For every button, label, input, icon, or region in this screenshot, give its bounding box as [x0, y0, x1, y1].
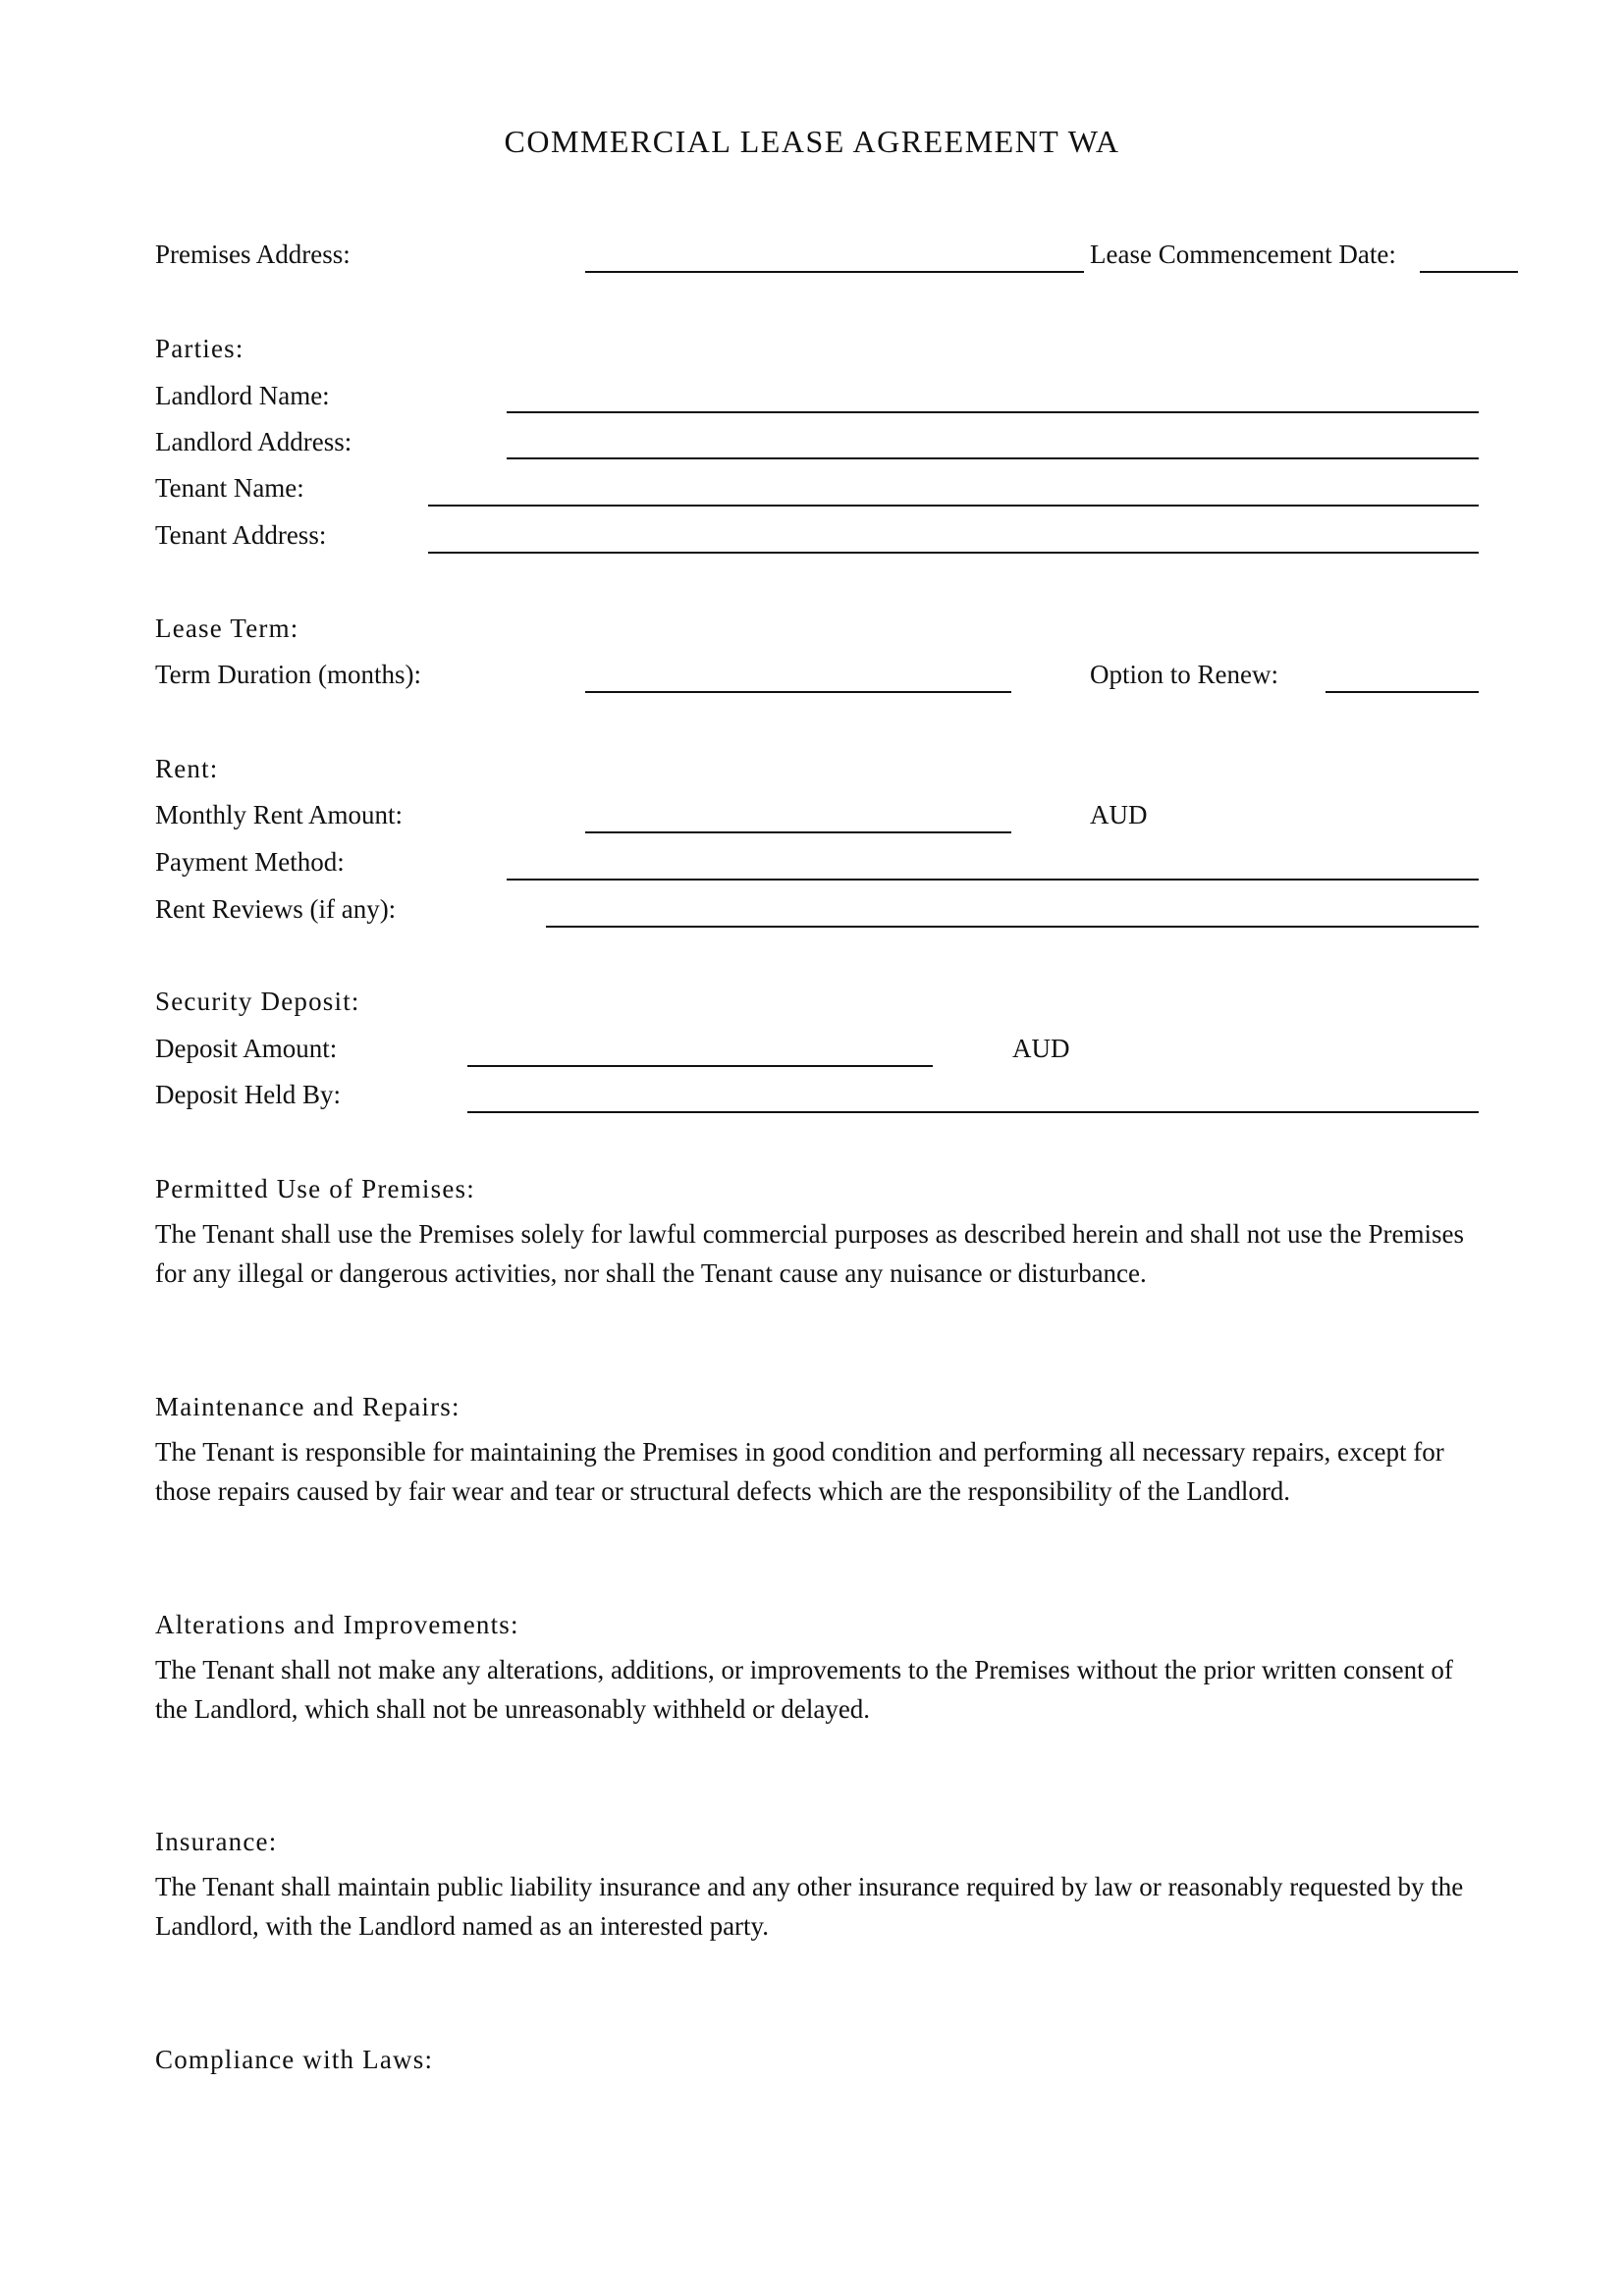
- commencement-date-label: Lease Commencement Date:: [1090, 240, 1396, 269]
- rent-reviews-label: Rent Reviews (if any):: [155, 894, 397, 924]
- security-deposit-heading: Security Deposit:: [155, 987, 360, 1016]
- monthly-rent-label: Monthly Rent Amount:: [155, 800, 404, 829]
- maintenance-heading: Maintenance and Repairs:: [155, 1392, 460, 1421]
- tenant-name-field[interactable]: [428, 505, 1479, 507]
- compliance-heading: Compliance with Laws:: [155, 2045, 434, 2074]
- deposit-currency-label: AUD: [1012, 1034, 1070, 1063]
- premises-address-label: Premises Address:: [155, 240, 351, 269]
- premises-address-field[interactable]: [585, 271, 1084, 273]
- term-duration-label: Term Duration (months):: [155, 660, 422, 689]
- tenant-address-label: Tenant Address:: [155, 520, 327, 550]
- payment-method-label: Payment Method:: [155, 847, 345, 877]
- landlord-name-field[interactable]: [507, 411, 1479, 413]
- monthly-rent-field[interactable]: [585, 831, 1011, 833]
- deposit-amount-label: Deposit Amount:: [155, 1034, 338, 1063]
- landlord-name-label: Landlord Name:: [155, 381, 330, 410]
- alterations-heading: Alterations and Improvements:: [155, 1610, 519, 1639]
- maintenance-text: The Tenant is responsible for maintaining the Premises in good condition and performing all necessary repairs, except for those repairs caused by fair wear and tear or structural defects which are the responsibility of the Landlord.: [155, 1437, 1444, 1506]
- insurance-heading: Insurance:: [155, 1827, 278, 1856]
- lease-term-heading: Lease Term:: [155, 614, 299, 643]
- deposit-held-by-field[interactable]: [467, 1111, 1479, 1113]
- rent-reviews-field[interactable]: [546, 926, 1479, 928]
- insurance-text: The Tenant shall maintain public liability insurance and any other insurance required by law or reasonably requested by the Landlord, with the Landlord named as an interested party.: [155, 1872, 1464, 1941]
- payment-method-field[interactable]: [507, 879, 1479, 881]
- tenant-name-label: Tenant Name:: [155, 473, 304, 503]
- option-to-renew-label: Option to Renew:: [1090, 660, 1278, 689]
- term-duration-field[interactable]: [585, 691, 1011, 693]
- permitted-use-heading: Permitted Use of Premises:: [155, 1174, 475, 1203]
- landlord-address-field[interactable]: [507, 457, 1479, 459]
- deposit-held-by-label: Deposit Held By:: [155, 1080, 341, 1109]
- parties-heading: Parties:: [155, 334, 244, 363]
- landlord-address-label: Landlord Address:: [155, 427, 352, 456]
- tenant-address-field[interactable]: [428, 552, 1479, 554]
- document-title: COMMERCIAL LEASE AGREEMENT WA: [504, 124, 1120, 159]
- rent-currency-label: AUD: [1090, 800, 1148, 829]
- deposit-amount-field[interactable]: [467, 1065, 933, 1067]
- alterations-text: The Tenant shall not make any alterations, additions, or improvements to the Premises without the prior written consent of the Landlord, which shall not be unreasonably withheld or delayed.: [155, 1655, 1453, 1724]
- rent-heading: Rent:: [155, 754, 219, 783]
- commencement-date-field[interactable]: [1420, 271, 1518, 273]
- permitted-use-text: The Tenant shall use the Premises solely for lawful commercial purposes as described herein and shall not use the Premises for any illegal or dangerous activities, nor shall the Tenant cause any nuisance or disturbance.: [155, 1219, 1465, 1288]
- option-to-renew-field[interactable]: [1326, 691, 1479, 693]
